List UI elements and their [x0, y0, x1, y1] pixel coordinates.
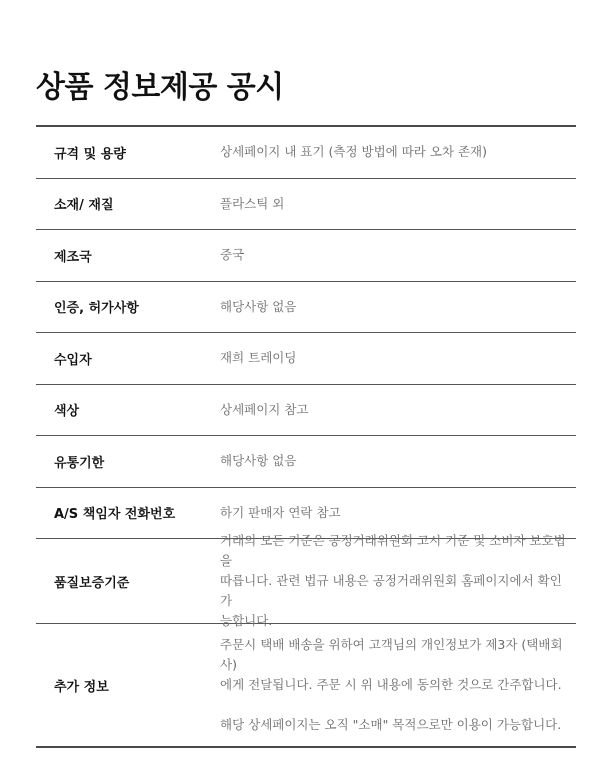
table-row	[36, 333, 576, 385]
row-value: 해당사항 없음	[220, 298, 297, 314]
row-value: 플라스틱 외	[220, 195, 285, 211]
row-value	[220, 531, 576, 631]
row-value: 상세페이지 내 표기 (측정 방법에 따라 오차 존재)	[220, 144, 487, 160]
row-label: A/S 책임자 전화번호	[54, 507, 176, 523]
row-value: 해당사항 없음	[220, 453, 297, 469]
table-row	[36, 436, 576, 488]
row-label: 유통기한	[54, 455, 105, 471]
row-label: 규격 및 용량	[54, 146, 126, 162]
row-label: 인증, 허가사항	[54, 301, 139, 317]
table-row	[36, 179, 576, 231]
table-row	[36, 385, 576, 437]
row-value: 중국	[220, 247, 245, 263]
product-info-table	[36, 125, 576, 748]
row-value	[220, 635, 576, 735]
table-row	[36, 533, 576, 628]
row-label: 제조국	[54, 249, 92, 265]
value-line: 주문시 택배 배송을 위하여 고객님의 개인정보가 제3자 (택배회사)	[220, 637, 563, 672]
row-label: 수입자	[54, 352, 92, 368]
row-value: 재희 트레이딩	[220, 350, 297, 366]
row-label: 추가 정보	[54, 679, 109, 695]
value-line: 능합니다.	[220, 613, 273, 628]
value-line: 에게 전달됩니다. 주문 시 위 내용에 동의한 것으로 간주합니다.	[220, 677, 562, 692]
row-label: 품질보증기준	[54, 575, 130, 591]
table-row	[36, 624, 576, 748]
value-line: 따릅니다. 관련 법규 내용은 공정거래위원회 홈페이지에서 확인 가	[220, 573, 562, 608]
table-row	[36, 282, 576, 334]
value-line: 해당 상세페이지는 오직 "소매" 목적으로만 이용이 가능합니다.	[220, 717, 562, 732]
row-value: 하기 판매자 연락 참고	[220, 504, 341, 520]
value-line: 거래의 모든 기준은 공정거래위원회 고시 기준 및 소비자 보호법을	[220, 533, 566, 568]
table-row	[36, 127, 576, 179]
row-label: 색상	[54, 404, 80, 420]
row-value: 상세페이지 참고	[220, 401, 309, 417]
spacer	[220, 695, 568, 715]
row-label: 소재/ 재질	[54, 198, 114, 214]
page-title: 상품 정보제공 공시	[36, 70, 284, 105]
table-row	[36, 230, 576, 282]
